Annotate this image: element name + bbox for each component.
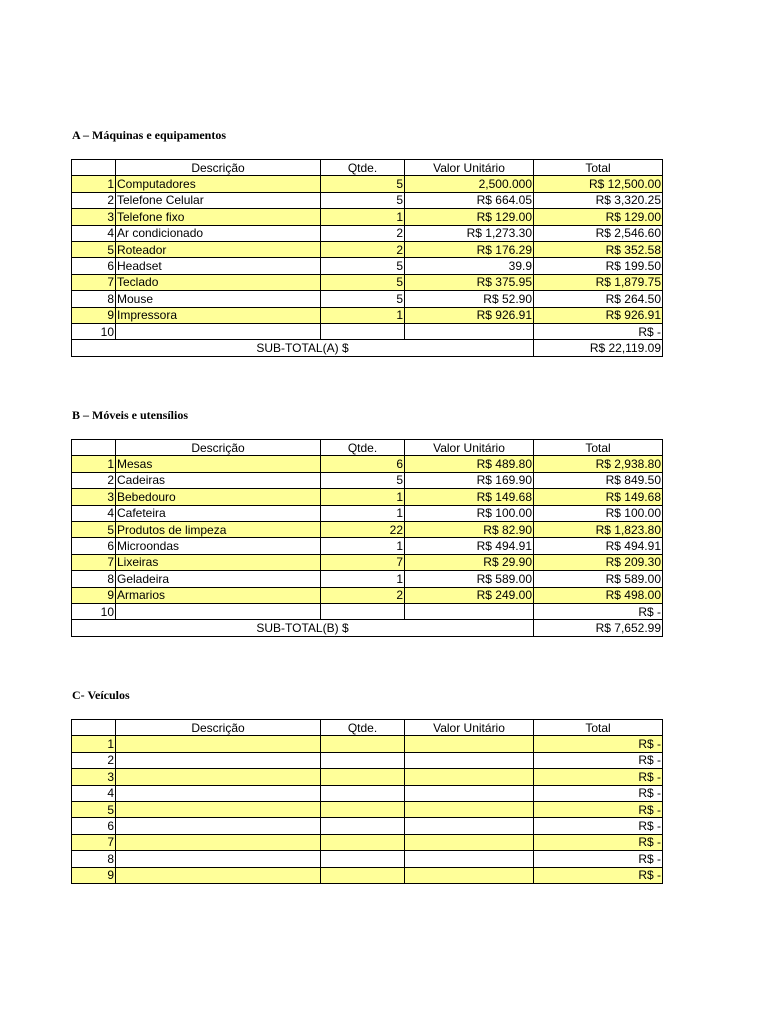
description-cell[interactable]: Microondas bbox=[116, 538, 321, 554]
table-row bbox=[72, 769, 663, 785]
total-cell[interactable]: R$ 1,879.75 bbox=[534, 274, 663, 290]
table-header-row bbox=[72, 720, 663, 736]
unit-value-cell[interactable] bbox=[405, 785, 534, 801]
quantity-cell[interactable] bbox=[321, 801, 405, 817]
table-row bbox=[72, 818, 663, 834]
total-cell[interactable]: R$ - bbox=[534, 818, 663, 834]
quantity-cell[interactable] bbox=[321, 603, 405, 619]
total-cell[interactable]: R$ 849.50 bbox=[534, 472, 663, 488]
description-cell[interactable]: Teclado bbox=[116, 274, 321, 290]
unit-value-cell[interactable] bbox=[405, 818, 534, 834]
row-number-cell[interactable]: 10 bbox=[72, 323, 116, 339]
table-row bbox=[72, 587, 663, 603]
total-cell[interactable]: R$ 149.68 bbox=[534, 489, 663, 505]
quantity-cell[interactable] bbox=[321, 785, 405, 801]
unit-value-cell[interactable] bbox=[405, 736, 534, 752]
quantity-cell[interactable] bbox=[321, 752, 405, 768]
quantity-cell[interactable]: 5 bbox=[321, 192, 405, 208]
row-number-cell[interactable]: 5 bbox=[72, 521, 116, 537]
quantity-cell[interactable] bbox=[321, 818, 405, 834]
table-row bbox=[72, 176, 663, 192]
description-cell[interactable]: Geladeira bbox=[116, 571, 321, 587]
total-cell[interactable]: R$ 100.00 bbox=[534, 505, 663, 521]
unit-value-cell[interactable] bbox=[405, 769, 534, 785]
table-row bbox=[72, 538, 663, 554]
total-cell[interactable]: R$ 352.58 bbox=[534, 241, 663, 257]
total-cell[interactable]: R$ 3,320.25 bbox=[534, 192, 663, 208]
unit-value-cell[interactable]: R$ 494.91 bbox=[405, 538, 534, 554]
quantity-cell[interactable]: 1 bbox=[321, 538, 405, 554]
description-cell[interactable]: Mouse bbox=[116, 291, 321, 307]
quantity-cell[interactable] bbox=[321, 736, 405, 752]
unit-value-cell[interactable]: R$ 664.05 bbox=[405, 192, 534, 208]
section-c-table bbox=[71, 719, 663, 884]
unit-value-cell[interactable]: R$ 589.00 bbox=[405, 571, 534, 587]
header-cell-description[interactable]: Descrição bbox=[116, 440, 321, 456]
row-number-cell[interactable]: 10 bbox=[72, 603, 116, 619]
quantity-cell[interactable]: 2 bbox=[321, 225, 405, 241]
quantity-cell[interactable]: 1 bbox=[321, 307, 405, 323]
row-number-cell[interactable]: 7 bbox=[72, 554, 116, 570]
quantity-cell[interactable]: 1 bbox=[321, 209, 405, 225]
unit-value-cell[interactable]: R$ 100.00 bbox=[405, 505, 534, 521]
row-number-cell[interactable]: 4 bbox=[72, 505, 116, 521]
table-header-row bbox=[72, 160, 663, 176]
quantity-cell[interactable]: 5 bbox=[321, 472, 405, 488]
unit-value-cell[interactable]: 2,500.000 bbox=[405, 176, 534, 192]
description-cell[interactable]: Cadeiras bbox=[116, 472, 321, 488]
description-cell[interactable] bbox=[116, 851, 321, 867]
unit-value-cell[interactable]: R$ 926.91 bbox=[405, 307, 534, 323]
description-cell[interactable] bbox=[116, 834, 321, 850]
description-cell[interactable]: Produtos de limpeza bbox=[116, 521, 321, 537]
quantity-cell[interactable]: 5 bbox=[321, 176, 405, 192]
row-number-cell[interactable]: 5 bbox=[72, 801, 116, 817]
section-c-title: C- Veículos bbox=[72, 688, 130, 702]
unit-value-cell[interactable] bbox=[405, 801, 534, 817]
description-cell[interactable]: Roteador bbox=[116, 241, 321, 257]
header-cell-total[interactable]: Total bbox=[534, 160, 663, 176]
unit-value-cell[interactable] bbox=[405, 323, 534, 339]
row-number-cell[interactable]: 8 bbox=[72, 571, 116, 587]
table-row bbox=[72, 521, 663, 537]
unit-value-cell[interactable] bbox=[405, 834, 534, 850]
section-b-table bbox=[71, 439, 663, 637]
unit-value-cell[interactable] bbox=[405, 867, 534, 883]
row-number-cell[interactable]: 7 bbox=[72, 834, 116, 850]
quantity-cell[interactable]: 5 bbox=[321, 258, 405, 274]
unit-value-cell[interactable]: R$ 82.90 bbox=[405, 521, 534, 537]
quantity-cell[interactable]: 1 bbox=[321, 505, 405, 521]
total-cell[interactable]: R$ 589.00 bbox=[534, 571, 663, 587]
table-row bbox=[72, 505, 663, 521]
total-cell[interactable]: R$ 264.50 bbox=[534, 291, 663, 307]
table-row bbox=[72, 752, 663, 768]
subtotal-label: SUB-TOTAL(B) $ bbox=[72, 620, 534, 636]
table-row bbox=[72, 571, 663, 587]
subtotal-label: SUB-TOTAL(A) $ bbox=[72, 340, 534, 356]
header-cell-quantity[interactable]: Qtde. bbox=[321, 440, 405, 456]
total-cell[interactable]: R$ 12,500.00 bbox=[534, 176, 663, 192]
row-number-cell[interactable]: 9 bbox=[72, 587, 116, 603]
row-number-cell[interactable]: 6 bbox=[72, 258, 116, 274]
row-number-cell[interactable]: 4 bbox=[72, 785, 116, 801]
unit-value-cell[interactable] bbox=[405, 851, 534, 867]
header-cell-total[interactable]: Total bbox=[534, 440, 663, 456]
description-cell[interactable]: Lixeiras bbox=[116, 554, 321, 570]
table-row bbox=[72, 801, 663, 817]
total-cell[interactable]: R$ - bbox=[534, 752, 663, 768]
description-cell[interactable]: Headset bbox=[116, 258, 321, 274]
unit-value-cell[interactable] bbox=[405, 603, 534, 619]
quantity-cell[interactable] bbox=[321, 867, 405, 883]
description-cell[interactable]: Armarios bbox=[116, 587, 321, 603]
quantity-cell[interactable]: 2 bbox=[321, 587, 405, 603]
row-number-cell[interactable]: 2 bbox=[72, 472, 116, 488]
total-cell[interactable]: R$ - bbox=[534, 867, 663, 883]
table-row bbox=[72, 489, 663, 505]
total-cell[interactable]: R$ 494.91 bbox=[534, 538, 663, 554]
description-cell[interactable] bbox=[116, 752, 321, 768]
row-number-cell[interactable]: 4 bbox=[72, 225, 116, 241]
quantity-cell[interactable]: 1 bbox=[321, 571, 405, 587]
description-cell[interactable]: Bebedouro bbox=[116, 489, 321, 505]
table-row bbox=[72, 291, 663, 307]
description-cell[interactable]: Mesas bbox=[116, 456, 321, 472]
quantity-cell[interactable]: 1 bbox=[321, 489, 405, 505]
quantity-cell[interactable]: 7 bbox=[321, 554, 405, 570]
table-row bbox=[72, 209, 663, 225]
row-number-cell[interactable]: 1 bbox=[72, 456, 116, 472]
unit-value-cell[interactable]: R$ 129.00 bbox=[405, 209, 534, 225]
description-cell[interactable] bbox=[116, 818, 321, 834]
row-number-cell[interactable]: 2 bbox=[72, 192, 116, 208]
unit-value-cell[interactable]: R$ 1,273.30 bbox=[405, 225, 534, 241]
header-cell-unit-value[interactable]: Valor Unitário bbox=[405, 720, 534, 736]
total-cell[interactable]: R$ - bbox=[534, 323, 663, 339]
subtotal-value[interactable]: R$ 7,652.99 bbox=[534, 620, 663, 636]
total-cell[interactable]: R$ 1,823.80 bbox=[534, 521, 663, 537]
row-number-cell[interactable]: 9 bbox=[72, 867, 116, 883]
header-cell-unit-value[interactable]: Valor Unitário bbox=[405, 440, 534, 456]
total-cell[interactable]: R$ 2,546.60 bbox=[534, 225, 663, 241]
quantity-cell[interactable] bbox=[321, 769, 405, 785]
header-cell-quantity[interactable]: Qtde. bbox=[321, 160, 405, 176]
section-b-title: B – Móveis e utensílios bbox=[72, 408, 188, 422]
header-cell-quantity[interactable]: Qtde. bbox=[321, 720, 405, 736]
section-a-table bbox=[71, 159, 663, 357]
subtotal-value[interactable]: R$ 22,119.09 bbox=[534, 340, 663, 356]
total-cell[interactable]: R$ - bbox=[534, 834, 663, 850]
row-number-cell[interactable]: 7 bbox=[72, 274, 116, 290]
total-cell[interactable]: R$ 2,938.80 bbox=[534, 456, 663, 472]
row-number-cell[interactable]: 8 bbox=[72, 291, 116, 307]
table-row bbox=[72, 274, 663, 290]
unit-value-cell[interactable]: R$ 249.00 bbox=[405, 587, 534, 603]
unit-value-cell[interactable]: R$ 489.80 bbox=[405, 456, 534, 472]
table-header-row bbox=[72, 440, 663, 456]
row-number-cell[interactable]: 8 bbox=[72, 851, 116, 867]
table-row bbox=[72, 456, 663, 472]
row-number-cell[interactable]: 2 bbox=[72, 752, 116, 768]
table-row bbox=[72, 323, 663, 339]
total-cell[interactable]: R$ - bbox=[534, 736, 663, 752]
table-row bbox=[72, 241, 663, 257]
total-cell[interactable]: R$ - bbox=[534, 801, 663, 817]
total-cell[interactable]: R$ - bbox=[534, 785, 663, 801]
quantity-cell[interactable]: 5 bbox=[321, 291, 405, 307]
row-number-cell[interactable]: 3 bbox=[72, 489, 116, 505]
description-cell[interactable] bbox=[116, 736, 321, 752]
quantity-cell[interactable]: 2 bbox=[321, 241, 405, 257]
unit-value-cell[interactable] bbox=[405, 752, 534, 768]
unit-value-cell[interactable]: R$ 169.90 bbox=[405, 472, 534, 488]
table-row bbox=[72, 192, 663, 208]
row-number-cell[interactable]: 6 bbox=[72, 538, 116, 554]
header-cell-unit-value[interactable]: Valor Unitário bbox=[405, 160, 534, 176]
description-cell[interactable] bbox=[116, 323, 321, 339]
row-number-cell[interactable]: 1 bbox=[72, 176, 116, 192]
header-cell-description[interactable]: Descrição bbox=[116, 720, 321, 736]
total-cell[interactable]: R$ 199.50 bbox=[534, 258, 663, 274]
description-cell[interactable] bbox=[116, 867, 321, 883]
section-a-title: A – Máquinas e equipamentos bbox=[72, 128, 227, 142]
table-row bbox=[72, 258, 663, 274]
description-cell[interactable]: Cafeteira bbox=[116, 505, 321, 521]
total-cell[interactable]: R$ 129.00 bbox=[534, 209, 663, 225]
row-number-cell[interactable]: 3 bbox=[72, 769, 116, 785]
description-cell[interactable] bbox=[116, 769, 321, 785]
table-row bbox=[72, 307, 663, 323]
unit-value-cell[interactable]: R$ 375.95 bbox=[405, 274, 534, 290]
total-cell[interactable]: R$ 498.00 bbox=[534, 587, 663, 603]
description-cell[interactable]: Impressora bbox=[116, 307, 321, 323]
description-cell[interactable]: Computadores bbox=[116, 176, 321, 192]
unit-value-cell[interactable]: R$ 52.90 bbox=[405, 291, 534, 307]
table-row bbox=[72, 785, 663, 801]
table-row bbox=[72, 225, 663, 241]
unit-value-cell[interactable]: R$ 149.68 bbox=[405, 489, 534, 505]
row-number-cell[interactable]: 5 bbox=[72, 241, 116, 257]
quantity-cell[interactable]: 5 bbox=[321, 274, 405, 290]
total-cell[interactable]: R$ 209.30 bbox=[534, 554, 663, 570]
row-number-cell[interactable]: 3 bbox=[72, 209, 116, 225]
quantity-cell[interactable]: 6 bbox=[321, 456, 405, 472]
total-cell[interactable]: R$ - bbox=[534, 851, 663, 867]
table-row bbox=[72, 867, 663, 883]
header-cell-index[interactable] bbox=[72, 160, 116, 176]
description-cell[interactable]: Ar condicionado bbox=[116, 225, 321, 241]
table-row bbox=[72, 736, 663, 752]
header-cell-description[interactable]: Descrição bbox=[116, 160, 321, 176]
table-row bbox=[72, 472, 663, 488]
subtotal-row bbox=[72, 620, 663, 636]
description-cell[interactable] bbox=[116, 785, 321, 801]
description-cell[interactable] bbox=[116, 801, 321, 817]
table-row bbox=[72, 603, 663, 619]
description-cell[interactable]: Telefone Celular bbox=[116, 192, 321, 208]
description-cell[interactable]: Telefone fixo bbox=[116, 209, 321, 225]
quantity-cell[interactable] bbox=[321, 834, 405, 850]
header-cell-index[interactable] bbox=[72, 720, 116, 736]
total-cell[interactable]: R$ - bbox=[534, 769, 663, 785]
row-number-cell[interactable]: 9 bbox=[72, 307, 116, 323]
subtotal-row bbox=[72, 340, 663, 356]
quantity-cell[interactable] bbox=[321, 851, 405, 867]
header-cell-total[interactable]: Total bbox=[534, 720, 663, 736]
unit-value-cell[interactable]: 39.9 bbox=[405, 258, 534, 274]
table-row bbox=[72, 554, 663, 570]
unit-value-cell[interactable]: R$ 176.29 bbox=[405, 241, 534, 257]
quantity-cell[interactable] bbox=[321, 323, 405, 339]
table-row bbox=[72, 834, 663, 850]
description-cell[interactable] bbox=[116, 603, 321, 619]
total-cell[interactable]: R$ 926.91 bbox=[534, 307, 663, 323]
row-number-cell[interactable]: 6 bbox=[72, 818, 116, 834]
row-number-cell[interactable]: 1 bbox=[72, 736, 116, 752]
header-cell-index[interactable] bbox=[72, 440, 116, 456]
total-cell[interactable]: R$ - bbox=[534, 603, 663, 619]
unit-value-cell[interactable]: R$ 29.90 bbox=[405, 554, 534, 570]
quantity-cell[interactable]: 22 bbox=[321, 521, 405, 537]
table-row bbox=[72, 851, 663, 867]
